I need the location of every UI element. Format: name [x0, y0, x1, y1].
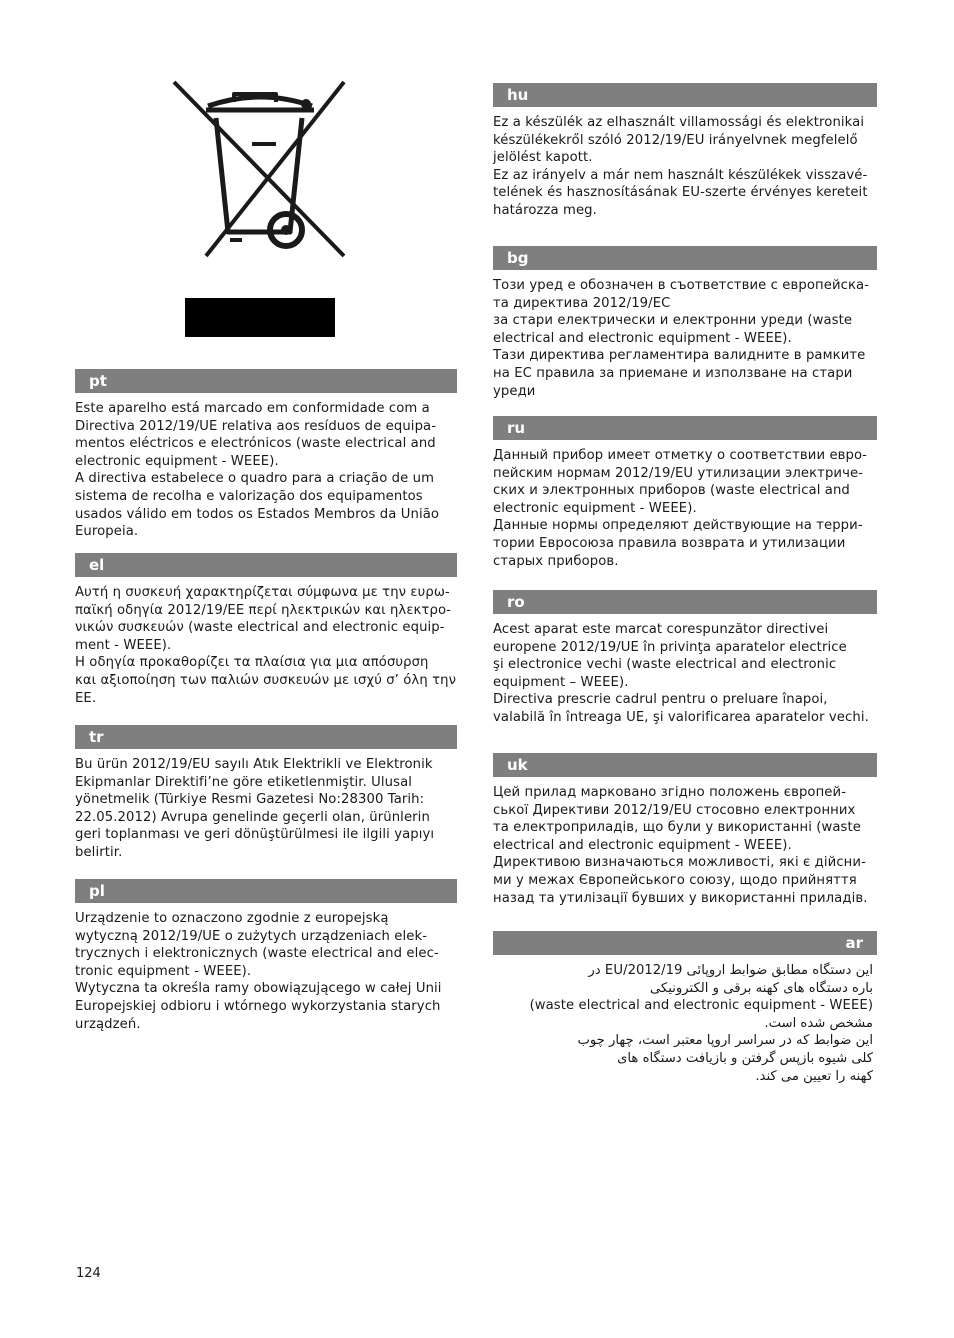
- section-pl: [75, 879, 457, 1033]
- section-header-tr: tr: [75, 725, 457, 749]
- section-text-pl: Urządzenie to oznaczono zgodnie z europejską wytyczną 2012/19/UE o zużytych urządzeniach elek- trycznych i elektronicznych (waste electrical and elec- tronic equipment - WEEE). Wytyczna ta określa ramy obowiązującego w całej Unii Europejskiej odbioru i wtórnego wykorzystania starych urządzeń.: [75, 911, 442, 1032]
- section-text-bg: Този уред е обозначен в съответствие с европейска- та директива 2012/19/ЕС за стари електрически и електронни уреди (waste electrical and electronic equipment - WEEE). Тази директива регламентира валидните в рамките на ЕС правила за приемане и използване на стари уреди: [493, 278, 870, 399]
- section-header-ru: ru: [493, 416, 877, 440]
- page-number: 124: [76, 1266, 101, 1281]
- section-text-el: Αυτή η συσκευή χαρακτηρίζεται σύμφωνα με την ευρω- παϊκή οδηγία 2012/19/ΕΕ περί ηλεκτρικών και ηλεκτρο- νικών συσκευών (waste electrical and electronic equip- ment - WEEE). Η οδηγία προκαθορίζει τα πλαίσια για μια απόσυρση και αξιοποίηση των παλιών συσκευών με ισχύ σ’ όλη την ΕΕ.: [75, 585, 457, 706]
- section-header-uk: uk: [493, 753, 877, 777]
- section-el: [75, 553, 457, 707]
- section-text-tr: Bu ürün 2012/19/EU sayılı Atık Elektrikli ve Elektronik Ekipmanlar Direktifi’ne göre etiketlenmiştir. Ulusal yönetmelik (Türkiye Resmi Gazetesi No:28300 Tarih: 22.05.2012) Avrupa genelinde geçerli olan, ürünlerin geri toplanması ve geri dönüştürülmesi ile ilgili yapıyı belirtir.: [75, 757, 435, 860]
- section-header-pl: pl: [75, 879, 457, 903]
- section-text-uk: Цей прилад марковано згідно положень європей- ської Директиви 2012/19/EU стосовно електронних та електроприладів, що були у використанні (waste electrical and electronic equipment - WEEE). Директивою визначаються можливості, які є дійсни- ми у межах Європейського союзу, щодо прийняття назад та утилізації бувших у використанні приладів.: [493, 785, 868, 906]
- section-header-ar: ar: [493, 931, 877, 955]
- section-ru: [493, 416, 877, 570]
- section-bg: [493, 246, 877, 400]
- section-header-ro: ro: [493, 590, 877, 614]
- section-header-el: el: [75, 553, 457, 577]
- section-text-ro: Acest aparat este marcat corespunzător directivei europene 2012/19/UE în privinţa aparatelor electrice şi electronice vechi (waste electrical and electronic equipment – WEEE). Directiva prescrie cadrul pentru o preluare înapoi, valabilă în întreaga UE, şi valorificarea aparatelor vechi.: [493, 622, 869, 725]
- section-tr: [75, 725, 457, 862]
- section-text-ar: این دستگاه مطابق ضوابط اروپائی 2012/19/EU در باره دستگاه های کهنه برقی و الکترونیکی (waste electrical and electronic equipment - WEEE) مشخص شده است. این ضوابط که در سراسر اروپا معتبر است، چهار چوب کلی شیوه بازپس گرفتن و بازیافت دستگاه های کهنه را تعیین می کند.: [529, 963, 873, 1084]
- section-ar: [493, 931, 877, 1085]
- section-text-pt: Este aparelho está marcado em conformidade com a Directiva 2012/19/UE relativa aos resíduos de equipa- mentos eléctricos e electrónicos (waste electrical and electronic equipment - WEEE). A directiva estabelece o quadro para a criação de um sistema de recolha e valorização dos equipamentos usados válido em todos os Estados Membros da União Europeia.: [75, 401, 440, 540]
- section-pt: [75, 369, 457, 541]
- section-text-ru: Данный прибор имеет отметку о соответствии евро- пейским нормам 2012/19/EU утилизации электриче- ских и электронных приборов (waste electrical and electronic equipment - WEEE). Данные нормы определяют действующие на терри- тории Евросоюза правила возврата и утилизации старых приборов.: [493, 448, 868, 569]
- section-header-pt: pt: [75, 369, 457, 393]
- crossed-out-bin-icon: [172, 80, 348, 260]
- section-uk: [493, 753, 877, 907]
- section-header-hu: hu: [493, 83, 877, 107]
- black-bar: [185, 298, 335, 337]
- section-hu: [493, 83, 877, 220]
- section-text-hu: Ez a készülék az elhasznált villamossági és elektronikai készülékekről szóló 2012/19/EU irányelvnek megfelelő jelölést kapott. Ez az irányelv a már nem használt készülékek visszavé- telének és hasznosításának EU-szerte érvényes kereteit határozza meg.: [493, 115, 868, 218]
- section-ro: [493, 590, 877, 727]
- section-header-bg: bg: [493, 246, 877, 270]
